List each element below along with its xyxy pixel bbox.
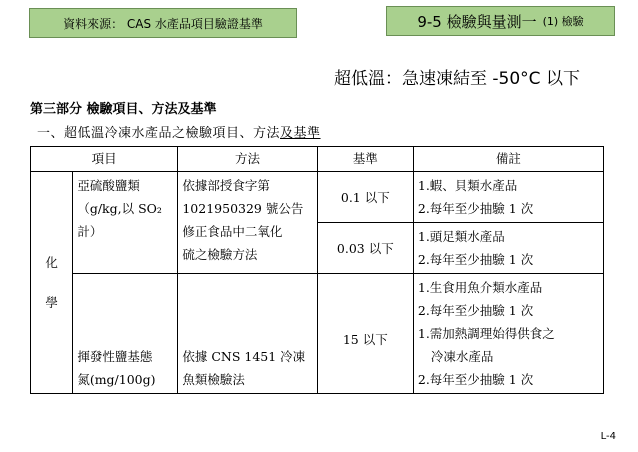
item-line: 亞硫酸鹽類 bbox=[77, 178, 140, 193]
source-label: 資料來源： CAS 水產品項目驗證基準 bbox=[63, 16, 263, 31]
note-line: 1.頭足類水產品 bbox=[417, 229, 505, 244]
method-line: 修正食品中二氧化 bbox=[182, 224, 283, 239]
subtitle: 超低溫：急速凍結至 -50°C 以下 bbox=[334, 69, 580, 89]
item-line: （g/kg,以 SO₂ bbox=[77, 201, 162, 216]
note-line: 2.每年至少抽驗 1 次 bbox=[417, 372, 534, 387]
part-title: 第三部分 檢驗項目、方法及基準 bbox=[30, 102, 217, 117]
notes-cell bbox=[413, 172, 603, 223]
header-method: 方法 bbox=[178, 147, 317, 172]
method-line: 依據部授食字第 bbox=[182, 178, 270, 193]
standard-cell: 0.1 以下 bbox=[317, 172, 413, 223]
table-header-row bbox=[31, 147, 604, 172]
method-line: 魚類檢驗法 bbox=[182, 372, 245, 387]
method-cell bbox=[178, 274, 317, 394]
method-line: 1021950329 號公告 bbox=[182, 201, 304, 216]
note-line: 1.蝦、貝類水產品 bbox=[417, 178, 518, 193]
notes-cell bbox=[413, 274, 603, 394]
note-line: 2.每年至少抽驗 1 次 bbox=[417, 252, 534, 267]
slide-title-box bbox=[386, 6, 615, 36]
item-cell bbox=[73, 274, 178, 394]
method-cell bbox=[178, 172, 317, 274]
method-line: 硫之檢驗方法 bbox=[182, 247, 258, 262]
page-number: L-4 bbox=[600, 431, 616, 442]
category-char: 化 bbox=[45, 254, 58, 270]
section-title bbox=[37, 122, 321, 141]
table-row bbox=[31, 172, 604, 223]
notes-cell bbox=[413, 223, 603, 274]
note-line: 2.每年至少抽驗 1 次 bbox=[417, 303, 534, 318]
page-footer-area bbox=[0, 398, 638, 452]
source-label-box bbox=[29, 8, 297, 38]
category-cell bbox=[31, 172, 73, 394]
slide-title-sub: (1) 檢驗 bbox=[542, 15, 584, 28]
section-title-underlined: 及基準 bbox=[280, 126, 321, 141]
header-item: 項目 bbox=[31, 147, 178, 172]
item-line: 揮發性鹽基態 bbox=[77, 349, 153, 364]
item-line: 氮(mg/100g) bbox=[77, 372, 156, 387]
method-line: 依據 CNS 1451 冷凍 bbox=[182, 349, 306, 364]
note-line: 1.需加熱調理始得供食之 bbox=[417, 326, 555, 341]
slide-title: 9-5 檢驗與量測一 bbox=[417, 12, 537, 31]
category-char: 學 bbox=[45, 294, 58, 310]
inspection-table bbox=[30, 146, 604, 394]
note-line: 1.生食用魚介類水產品 bbox=[417, 280, 543, 295]
item-line: 計） bbox=[77, 224, 103, 239]
header-notes: 備註 bbox=[413, 147, 603, 172]
standard-cell: 0.03 以下 bbox=[317, 223, 413, 274]
standard-cell: 15 以下 bbox=[317, 274, 413, 394]
note-line: 冷凍水產品 bbox=[430, 349, 494, 364]
section-title-prefix: 一、超低溫冷凍水產品之檢驗項目、方法 bbox=[37, 126, 281, 141]
note-line: 2.每年至少抽驗 1 次 bbox=[417, 201, 534, 216]
header-standard: 基準 bbox=[317, 147, 413, 172]
item-cell bbox=[73, 172, 178, 274]
